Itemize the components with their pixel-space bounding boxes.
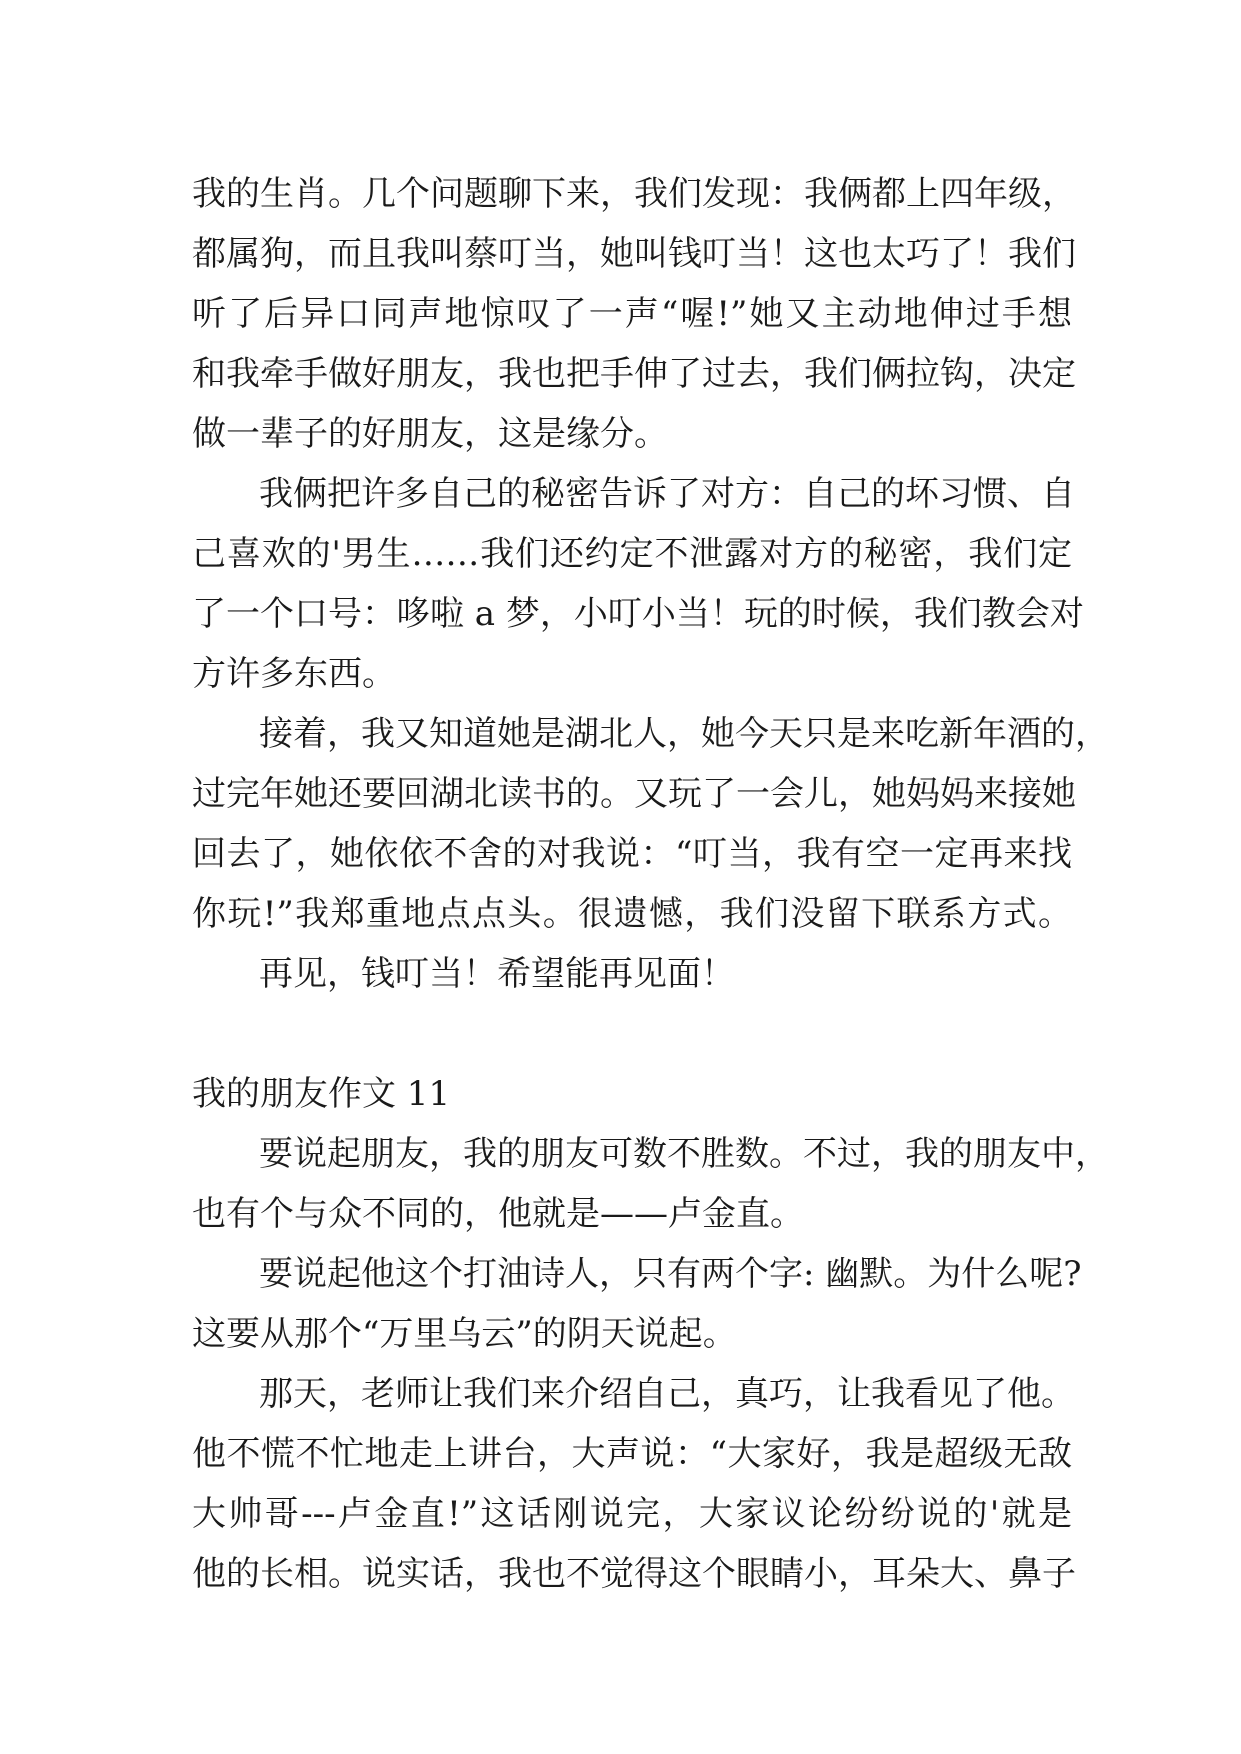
text-line: 己喜欢的'男生……我们还约定不泄露对方的秘密，我们定 xyxy=(192,534,1072,574)
text-line: 他不慌不忙地走上讲台，大声说：“大家好，我是超级无敌 xyxy=(192,1434,1072,1474)
text-line: 回去了，她依依不舍的对我说：“叮当，我有空一定再来找 xyxy=(192,834,1072,874)
paragraph-start-line: 那天，老师让我们来介绍自己，真巧，让我看见了他。 xyxy=(259,1374,1075,1414)
paragraph-start-line: 要说起他这个打油诗人，只有两个字: 幽默。为什么呢? xyxy=(259,1254,1082,1294)
text-line: 这要从那个“万里乌云”的阴天说起。 xyxy=(192,1314,737,1354)
text-line: 了一个口号：哆啦 a 梦，小叮小当！玩的时候，我们教会对 xyxy=(192,594,1084,634)
paragraph-start-line: 再见，钱叮当！希望能再见面！ xyxy=(259,954,735,994)
text-line: 过完年她还要回湖北读书的。又玩了一会儿，她妈妈来接她 xyxy=(192,774,1076,814)
paragraph-start-line: 接着，我又知道她是湖北人，她今天只是来吃新年酒的， xyxy=(259,714,1109,754)
paragraph-start-line: 要说起朋友，我的朋友可数不胜数。不过，我的朋友中， xyxy=(259,1134,1109,1174)
text-line: 大帅哥---卢金直!”这话刚说完，大家议论纷纷说的'就是 xyxy=(192,1494,1072,1534)
text-line: 也有个与众不同的，他就是——卢金直。 xyxy=(192,1194,804,1234)
text-line: 他的长相。说实话，我也不觉得这个眼睛小，耳朵大、鼻子 xyxy=(192,1554,1076,1594)
text-line: 你玩!”我郑重地点点头。很遗憾，我们没留下联系方式。 xyxy=(192,894,1072,934)
section-title: 我的朋友作文 11 xyxy=(192,1074,451,1114)
text-line: 都属狗，而且我叫蔡叮当，她叫钱叮当！这也太巧了！我们 xyxy=(192,234,1076,274)
text-line: 和我牵手做好朋友，我也把手伸了过去，我们俩拉钩，决定 xyxy=(192,354,1076,394)
text-line: 方许多东西。 xyxy=(192,654,396,694)
paragraph-start-line: 我俩把许多自己的秘密告诉了对方：自己的坏习惯、自 xyxy=(259,474,1075,514)
text-line: 听了后异口同声地惊叹了一声“喔!”她又主动地伸过手想 xyxy=(192,294,1072,334)
text-line: 我的生肖。几个问题聊下来，我们发现：我俩都上四年级， xyxy=(192,174,1076,214)
text-line: 做一辈子的好朋友，这是缘分。 xyxy=(192,414,668,454)
